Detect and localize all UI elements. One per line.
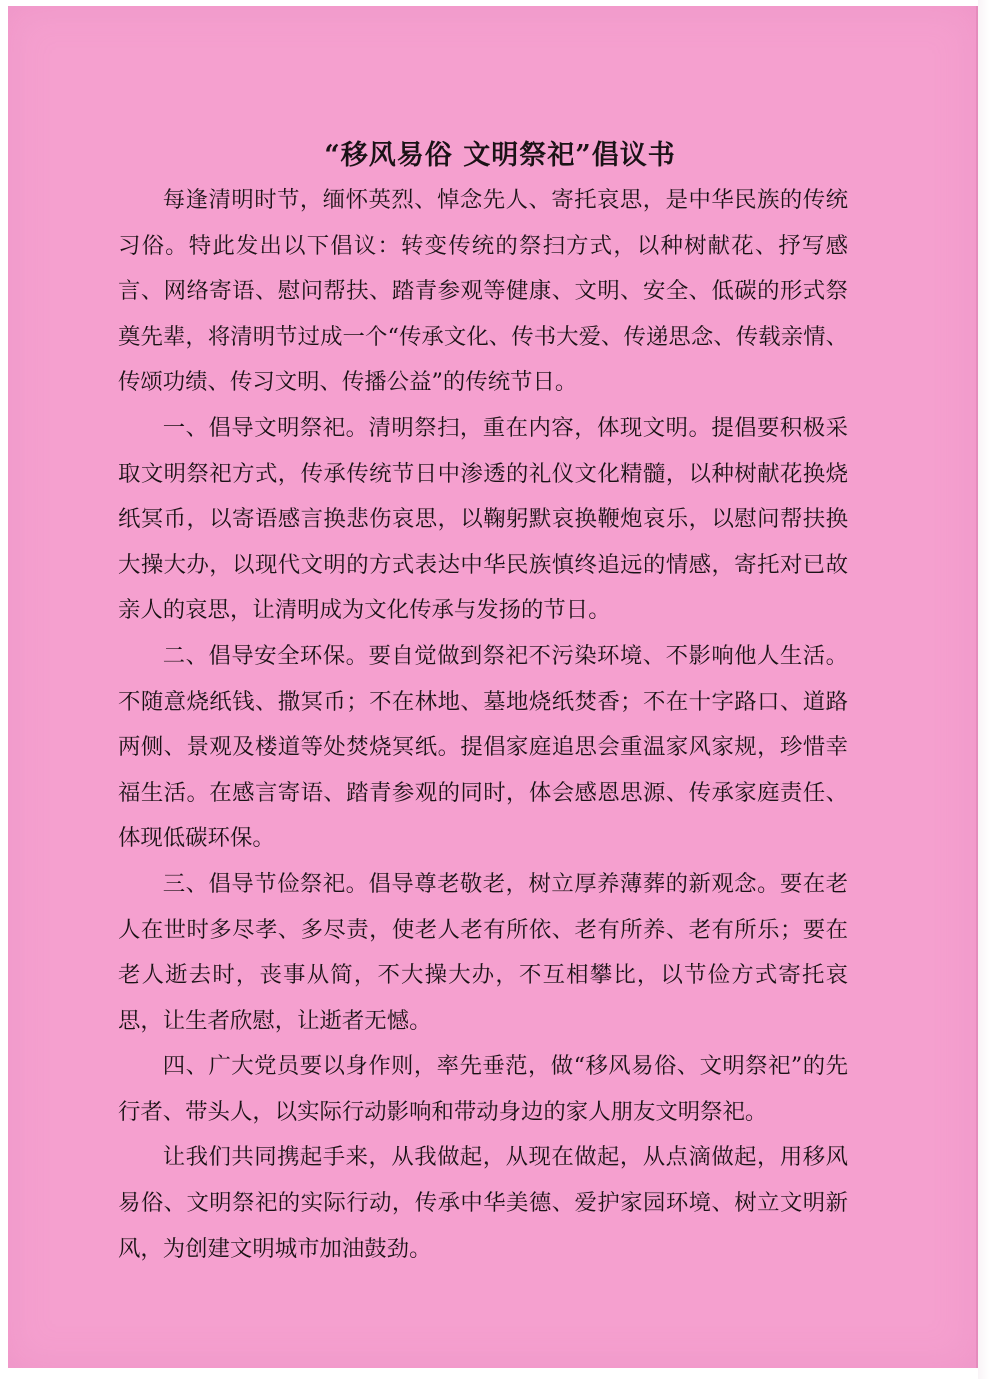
sheet-right-edge	[978, 0, 990, 1379]
paragraph-item-4: 四、广大党员要以身作则，率先垂范，做“移风易俗、文明祭祀”的先行者、带头人，以实际行动影响和带动身边的家人朋友文明祭祀。	[118, 1053, 848, 1125]
paragraph-item-1: 一、倡导文明祭祀。清明祭扫，重在内容，体现文明。提倡要积极采取文明祭祀方式，传承传统节日中渗透的礼仪文化精髓，以种树献花换烧纸冥币，以寄语感言换悲伤哀思，以鞠躬默哀换鞭炮哀乐，以慰问帮扶换大操大办，以现代文明的方式表达中华民族慎终追远的情感，寄托对已故亲人的哀思，让清明成为文化传承与发扬的节日。	[118, 414, 848, 624]
paragraph-intro: 每逢清明时节，缅怀英烈、悼念先人、寄托哀思，是中华民族的传统习俗。特此发出以下倡议：转变传统的祭扫方式，以种树献花、抒写感言、网络寄语、慰问帮扶、踏青参观等健康、文明、安全、低碳的形式祭奠先辈，将清明节过成一个“传承文化、传书大爱、传递思念、传载亲情、传颂功绩、传习文明、传播公益”的传统节日。	[118, 187, 848, 396]
document-body	[118, 178, 848, 1272]
paragraph-closing: 让我们共同携起手来，从我做起，从现在做起，从点滴做起，用移风易俗、文明祭祀的实际行动，传承中华美德、爱护家园环境、树立文明新风，为创建文明城市加油鼓劲。	[118, 1144, 848, 1262]
paragraph-item-3: 三、倡导节俭祭祀。倡导尊老敬老，树立厚养薄葬的新观念。要在老人在世时多尽孝、多尽责，使老人老有所依、老有所养、老有所乐；要在老人逝去时，丧事从简，不大操大办，不互相攀比，以节俭方式寄托哀思，让生者欣慰，让逝者无憾。	[118, 870, 848, 1034]
document-title: “移风易俗 文明祭祀”倡议书	[324, 140, 676, 171]
paragraph-item-2: 二、倡导安全环保。要自觉做到祭祀不污染环境、不影响他人生活。不随意烧纸钱、撒冥币；不在林地、墓地烧纸焚香；不在十字路口、道路两侧、景观及楼道等处焚烧冥纸。提倡家庭追思会重温家风家规，珍惜幸福生活。在感言寄语、踏青参观的同时，体会感恩思源、传承家庭责任、体现低碳环保。	[118, 642, 848, 852]
